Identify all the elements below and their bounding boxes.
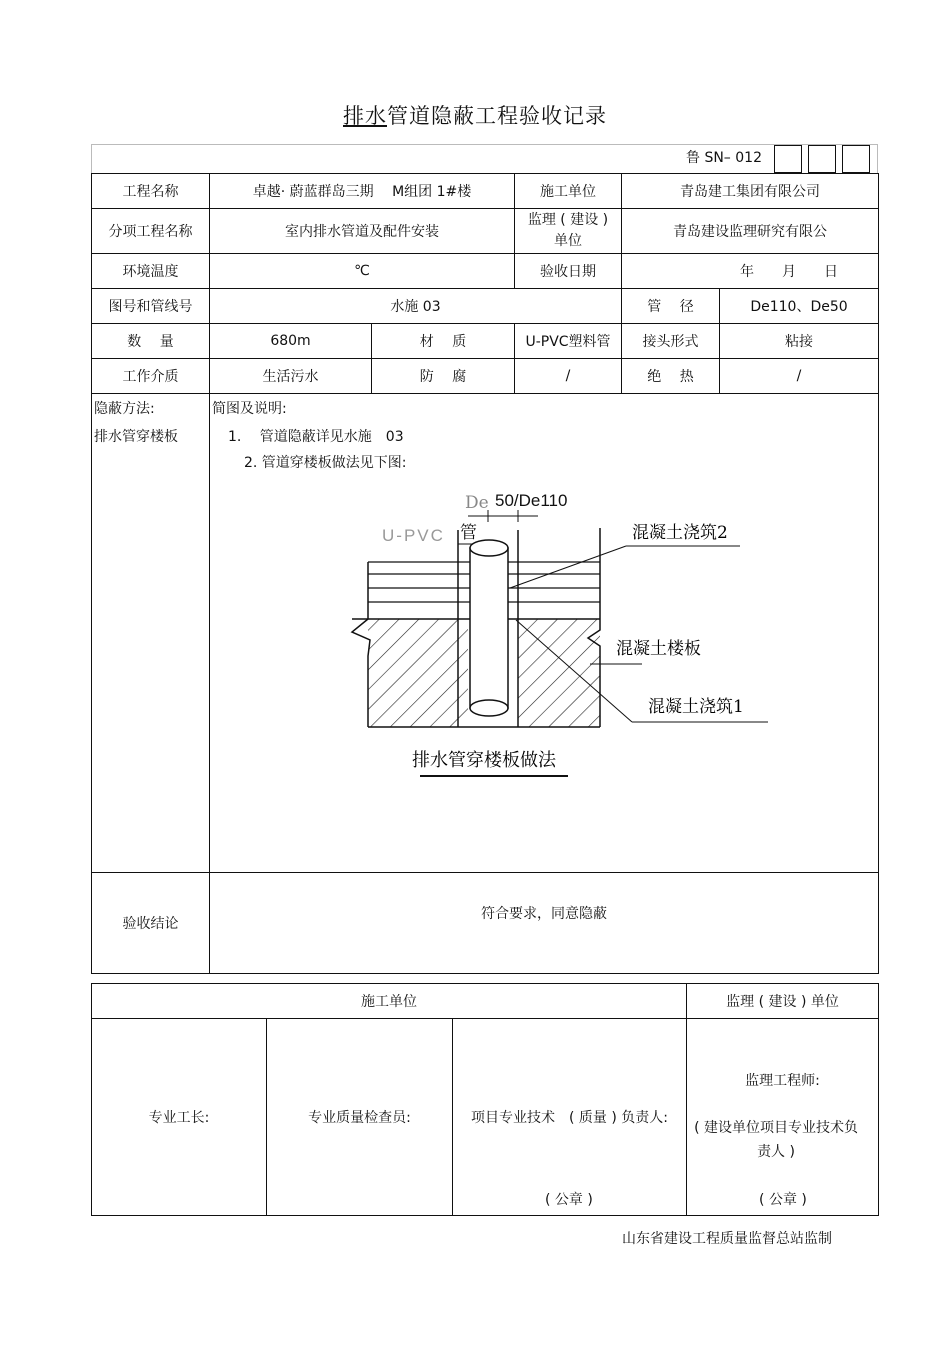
material-label: 材 质 [372,324,515,359]
pipe-label-a: U-PVC [382,526,445,545]
construction-header: 施工单位 [92,984,687,1019]
sketch-cell [210,394,879,873]
pipe-label-b: 管 [460,523,477,543]
subproject-label: 分项工程名称 [92,209,210,254]
foreman-cell [92,1019,267,1216]
code-box-1 [774,145,802,173]
concrete-2-label: 混凝土浇筑2 [632,523,728,543]
acceptance-date-label: 验收日期 [515,254,622,289]
diagram-caption: 排水管穿楼板做法 [412,750,556,771]
sketch-label: 简图及说明: [212,401,287,417]
concealment-method-cell [92,394,210,873]
pipe-through-slab-diagram [320,480,920,810]
title-rest: 管道隐蔽工程验收记录 [387,104,607,128]
diameter-label: 管 径 [622,289,720,324]
project-name-label: 工程名称 [92,174,210,209]
slab-label: 混凝土楼板 [616,639,701,659]
anticorrosion-value: / [515,359,622,394]
insulation-label: 绝 热 [622,359,720,394]
method-label: 隐蔽方法: [94,401,155,417]
method-value: 排水管穿楼板 [94,429,178,445]
owner-rep-label: ( 建设单位项目专业技术负责人 ) [694,1120,858,1160]
size-label-b: 50/De110 [495,491,568,510]
tech-lead-cell [453,1019,687,1216]
insulation-value: / [720,359,879,394]
tech-lead-label: 项目专业技术 ( 质量 ) 负责人: [471,1110,669,1126]
conclusion-label: 验收结论 [92,873,210,974]
supervision-header: 监理 ( 建设 ) 单位 [687,984,879,1019]
medium-label: 工作介质 [92,359,210,394]
medium-value: 生活污水 [210,359,372,394]
slab-left [368,619,468,727]
temperature-value: ℃ [210,254,515,289]
project-name-value: 卓越· 蔚蓝群岛三期 M组团 1#楼 [210,174,515,209]
concrete-1-label: 混凝土浇筑1 [648,697,744,717]
anticorrosion-label: 防 腐 [372,359,515,394]
inspector-cell [267,1019,453,1216]
code-box-2 [808,145,836,173]
temperature-label: 环境温度 [92,254,210,289]
footer-note: 山东省建设工程质量监督总站监制 [622,1231,832,1247]
title-underlined: 排水 [343,104,387,128]
supervision-label: 监理 ( 建设 ) 单位 [515,209,622,254]
acceptance-form [91,173,879,974]
diameter-value: De110、De50 [720,289,879,324]
seal-1: ( 公章 ) [545,1192,593,1208]
construction-unit-label: 施工单位 [515,174,622,209]
code-box-3 [842,145,870,173]
foreman-label: 专业工长: [148,1110,210,1126]
conclusion-value: 符合要求，同意隐蔽 [210,873,879,974]
page-title [0,100,950,130]
drawing-value: 水施 03 [210,289,622,324]
material-value: U-PVC塑料管 [515,324,622,359]
supervision-value: 青岛建设监理研究有限公 [622,209,879,254]
size-label-a: De [465,493,489,513]
joint-label: 接头形式 [622,324,720,359]
quantity-label: 数 量 [92,324,210,359]
construction-unit-value: 青岛建工集团有限公司 [622,174,879,209]
acceptance-date-value: 年 月 日 [622,254,879,289]
note-1: 1. 管道隐蔽详见水施 03 [228,429,404,445]
slab-right [518,619,600,727]
form-code: 鲁 SN– 012 [686,150,762,166]
inspector-label: 专业质量检查员: [308,1110,411,1126]
quantity-value: 680m [210,324,372,359]
subproject-value: 室内排水管道及配件安装 [210,209,515,254]
seal-2: ( 公章 ) [759,1192,807,1208]
joint-value: 粘接 [720,324,879,359]
note-2: 2. 管道穿楼板做法见下图: [244,455,407,471]
pipe [470,548,508,708]
drawing-label: 图号和管线号 [92,289,210,324]
signature-table [91,983,879,1216]
engineer-cell [687,1019,879,1216]
engineer-label: 监理工程师: [745,1073,820,1089]
